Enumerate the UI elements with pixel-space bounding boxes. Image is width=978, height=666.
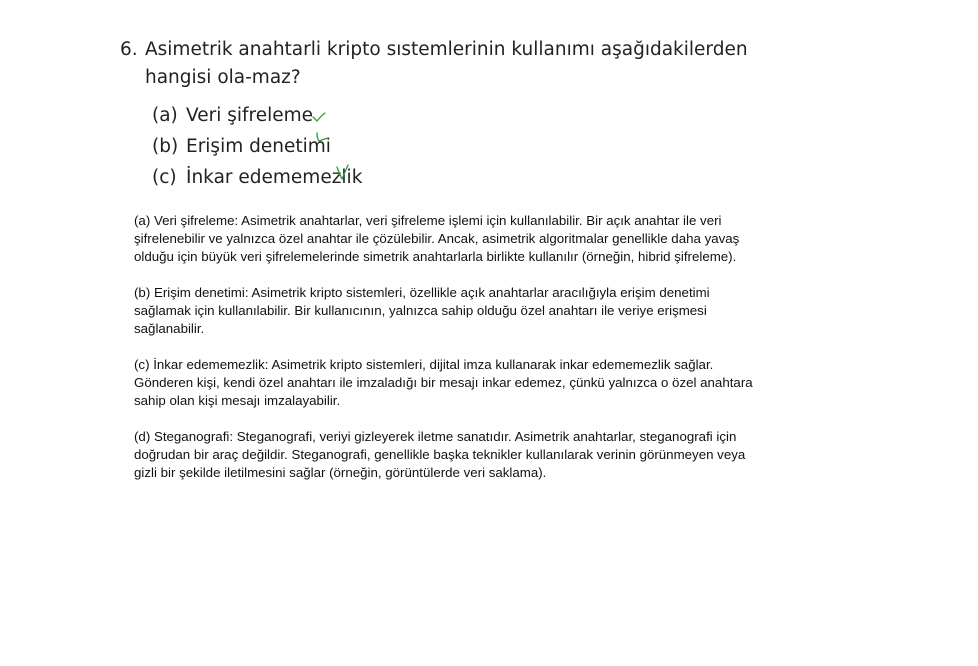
handwritten-check-icon xyxy=(312,100,332,130)
handwritten-check-icon xyxy=(336,162,356,192)
option-a xyxy=(152,100,362,131)
option-c xyxy=(152,162,362,193)
option-list xyxy=(152,100,362,193)
answer-paragraph-c: (c) İnkar edememezlik: Asimetrik kripto sistemleri, dijital imza kullanarak inkar edememezlik sağlar. Gönderen kişi, kendi özel anahtarı ile imzaladığı bir mesajı inkar edemez, çünkü yalnızca o özel anahtara sahip olan kişi mesajı imzalayabilir. xyxy=(134,357,753,408)
question-text: Asimetrik anahtarli kripto sıstemlerinin kullanımı aşağıdakilerden hangisi ola-maz? xyxy=(145,39,748,88)
option-text: Veri şifreleme xyxy=(186,105,314,126)
answer-paragraph-b: (b) Erişim denetimi: Asimetrik kripto sistemleri, özellikle açık anahtarlar aracılığıyla erişim denetimi sağlamak için kullanılabilir. Bir kullanıcının, yalnızca sahip olduğu özel anahtarı ile veriye erişmesi sağlanabilir. xyxy=(134,285,710,336)
answer-paragraph-a: (a) Veri şifreleme: Asimetrik anahtarlar, veri şifreleme işlemi için kullanılabilir. Bir açık anahtar ile veri şifrelenebilir ve yalnızca özel anahtar ile çözülebilir. Ancak, asimetrik algoritmalar genellikle daha yavaş olduğu için büyük veri şifrelemelerinde simetrik anahtarlarla birlikte kullanılır (örneğin, hibrid şifreleme). xyxy=(134,213,740,264)
option-text: Erişim denetimi xyxy=(186,136,331,157)
question-block xyxy=(120,36,760,92)
answer-explanations xyxy=(134,212,754,500)
option-letter: (a) xyxy=(152,105,178,126)
answer-paragraph-d: (d) Steganografi: Steganografi, veriyi gizleyerek iletme sanatıdır. Asimetrik anahtarlar, steganografi için doğrudan bir araç değildir. Steganografi, genellikle başka teknikler kullanılarak verinin görünmeyen veya gizli bir şekilde iletilmesini sağlar (örneğin, görüntülerde veri saklama). xyxy=(134,429,746,480)
option-letter: (b) xyxy=(152,136,179,157)
option-text: İnkar edememezlik xyxy=(186,167,363,188)
option-b xyxy=(152,131,362,162)
question-number: 6. xyxy=(120,39,138,60)
option-letter: (c) xyxy=(152,167,177,188)
handwritten-check-icon xyxy=(316,131,336,161)
